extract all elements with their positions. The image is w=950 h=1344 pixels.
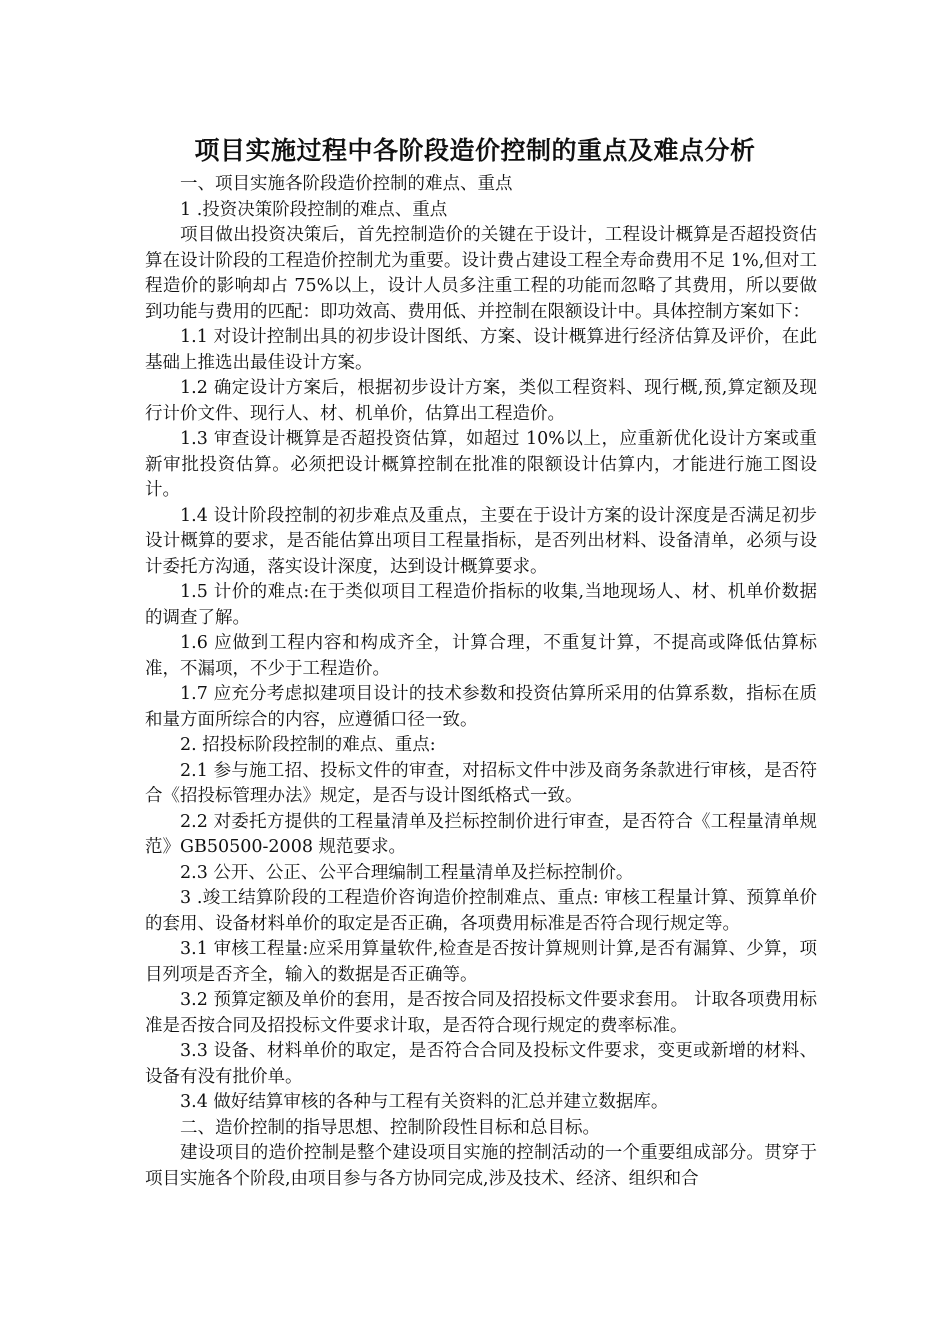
paragraph: 1.2 确定设计方案后，根据初步设计方案，类似工程资料、现行概,预,算定额及现行计价文件、现行人、材、机单价，估算出工程造价。 xyxy=(145,378,817,424)
paragraph: 建设项目的造价控制是整个建设项目实施的控制活动的一个重要组成部分。贯穿于项目实施各个阶段,由项目参与各方协同完成,涉及技术、经济、组织和合 xyxy=(145,1143,817,1189)
paragraph: 2. 招投标阶段控制的难点、重点: xyxy=(180,735,436,755)
paragraph: 二、造价控制的指导思想、控制阶段性目标和总目标。 xyxy=(180,1117,600,1138)
paragraph: 1 .投资决策阶段控制的难点、重点 xyxy=(180,199,448,220)
paragraph: 2.3 公开、公正、公平合理编制工程量清单及拦标控制价。 xyxy=(180,862,634,883)
paragraph: 2.2 对委托方提供的工程量清单及拦标控制价进行审查，是否符合《工程量清单规范》GB50500-2008 规范要求。 xyxy=(145,811,817,857)
document-title: 项目实施过程中各阶段造价控制的重点及难点分析 xyxy=(194,136,756,165)
paragraph: 一、项目实施各阶段造价控制的难点、重点 xyxy=(180,174,513,194)
paragraph: 项目做出投资决策后，首先控制造价的关键在于设计，工程设计概算是否超投资估算在设计阶段的工程造价控制尤为重要。设计费占建设工程全寿命费用不足 1%,但对工程造价的影响却占 75%以上，设计人员多注重工程的功能而忽略了其费用，所以要做到功能与费用的匹配：即功效高、费用低、并控制在限额设计中。具体控制方案如下： xyxy=(145,225,817,322)
paragraph: 1.6 应做到工程内容和构成齐全，计算合理，不重复计算，不提高或降低估算标准，不漏项，不少于工程造价。 xyxy=(145,633,817,679)
paragraph: 1.7 应充分考虑拟建项目设计的技术参数和投资估算所采用的估算系数，指标在质和量方面所综合的内容，应遵循口径一致。 xyxy=(145,684,817,730)
paragraph: 1.1 对设计控制出具的初步设计图纸、方案、设计概算进行经济估算及评价，在此基础上推选出最佳设计方案。 xyxy=(145,327,817,373)
paragraph: 3.3 设备、材料单价的取定，是否符合合同及投标文件要求，变更或新增的材料、设备有没有批价单。 xyxy=(145,1041,817,1087)
paragraph: 2.1 参与施工招、投标文件的审查，对招标文件中涉及商务条款进行审核，是否符合《招投标管理办法》规定，是否与设计图纸格式一致。 xyxy=(145,760,817,806)
paragraph: 3.4 做好结算审核的各种与工程有关资料的汇总并建立数据库。 xyxy=(180,1092,669,1112)
paragraph: 3 .竣工结算阶段的工程造价咨询造价控制难点、重点: 审核工程量计算、预算单价的套用、设备材料单价的取定是否正确，各项费用标准是否符合现行规定等。 xyxy=(145,888,817,934)
paragraph: 1.5 计价的难点:在于类似项目工程造价指标的收集,当地现场人、材、机单价数据的调查了解。 xyxy=(145,582,817,628)
paragraph: 1.4 设计阶段控制的初步难点及重点，主要在于设计方案的设计深度是否满足初步设计概算的要求，是否能估算出项目工程量指标，是否列出材料、设备清单，必须与设计委托方沟通，落实设计深度，达到设计概算要求。 xyxy=(145,505,817,577)
paragraph: 1.3 审查设计概算是否超投资估算，如超过 10%以上，应重新优化设计方案或重新审批投资估算。必须把设计概算控制在批准的限额设计估算内，才能进行施工图设计。 xyxy=(145,429,817,500)
document-body xyxy=(145,172,817,1192)
paragraph: 3.2 预算定额及单价的套用，是否按合同及招投标文件要求套用。 计取各项费用标准是否按合同及招投标文件要求计取，是否符合现行规定的费率标准。 xyxy=(145,990,817,1036)
paragraph: 3.1 审核工程量:应采用算量软件,检查是否按计算规则计算,是否有漏算、少算，项目列项是否齐全，输入的数据是否正确等。 xyxy=(145,939,817,985)
